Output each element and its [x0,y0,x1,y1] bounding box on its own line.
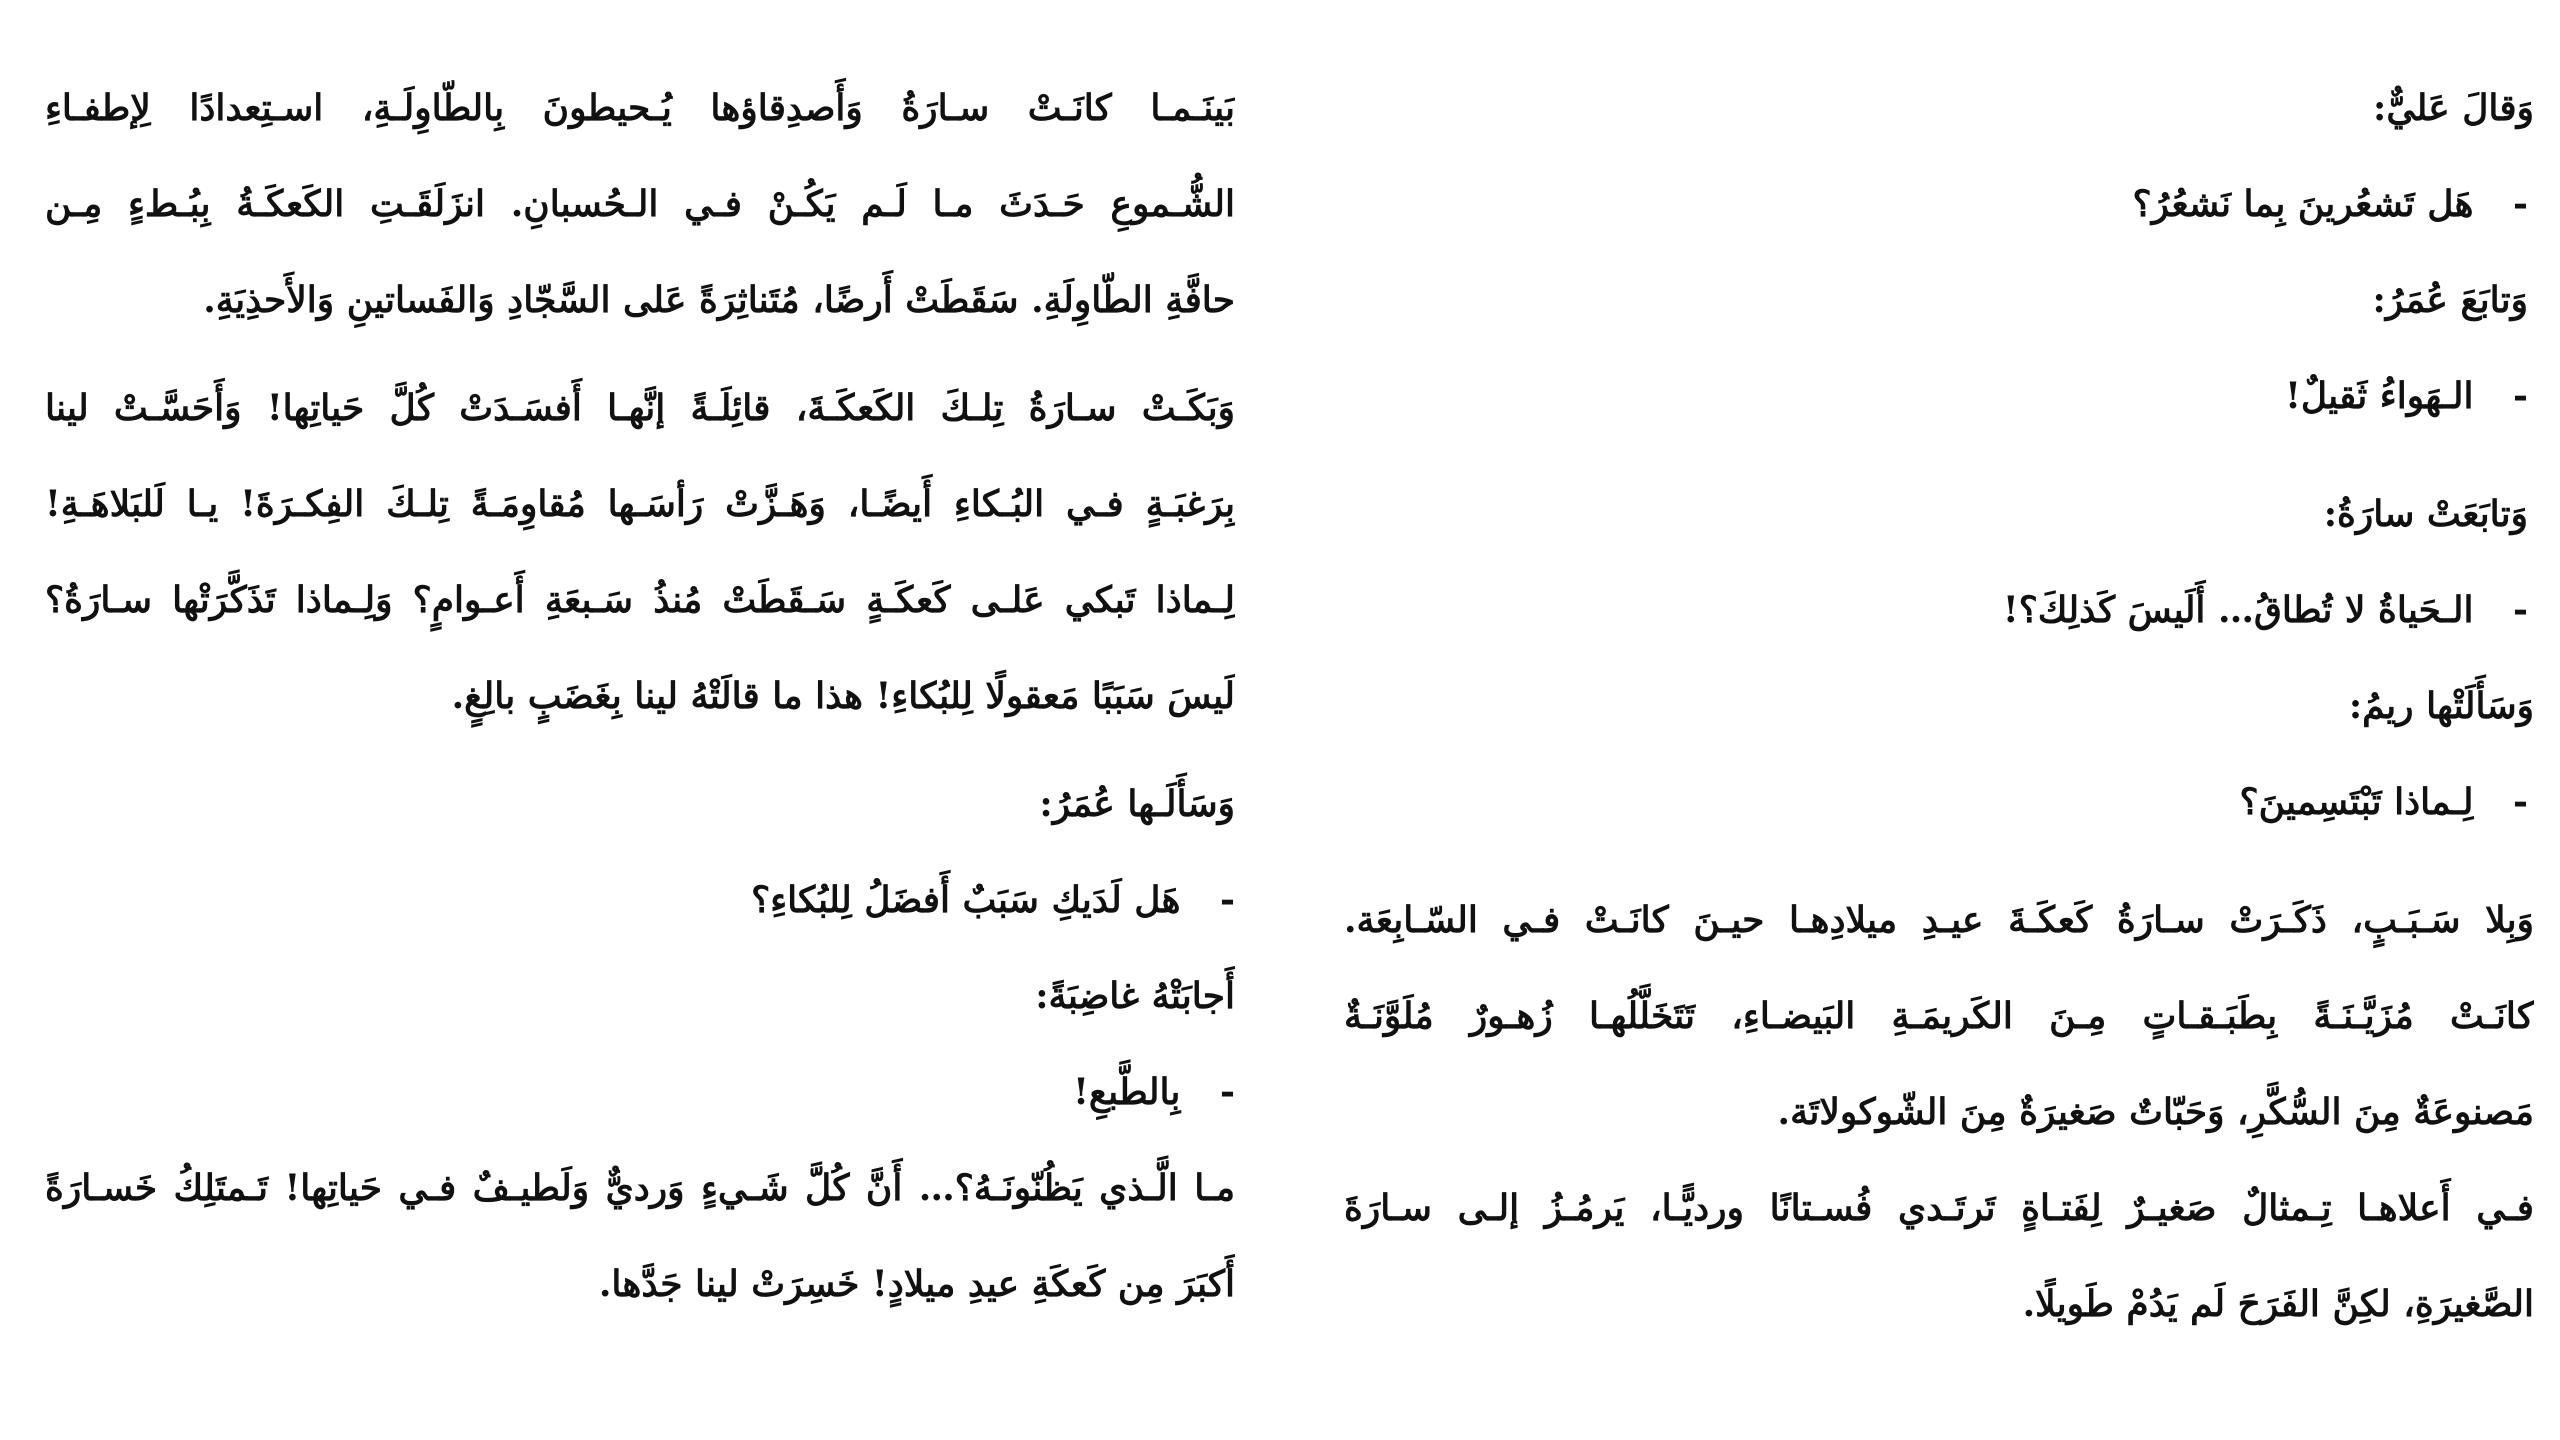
dialogue-text: بِالطَّبعِ! [1073,1071,1181,1113]
paragraph-line: مـا الَّـذي يَظُنّونَـهُ؟… أَنَّ كُلَّ شَـيءٍ وَرديٌّ وَلَطيـفٌ فـي حَياتِها! تَـمتَلِكُ خَسـارَةً [45,1167,1235,1209]
paragraph-line: لَيسَ سَبَبًا مَعقولًا لِلبُكاءِ! هذا ما قالَتْهُ لينا بِغَضَبٍ بالِغٍ. [451,675,1235,717]
paragraph-line: بَينَـمـا كانَـتْ سـارَةُ وَأَصدِقاؤها يُـحيطونَ بِالطّاوِلَـةِ، اسـتِعدادًا لِإطفـاءِ [45,87,1235,129]
dialogue-line [1344,156,2534,252]
dialogue-dash: - [1220,879,1235,921]
dialogue-text: الـهَواءُ ثَقيلٌ! [2285,375,2474,417]
paragraph-line: لِـماذا تَبكي عَلـى كَعكَـةٍ سَـقَطَتْ مُنذُ سَـبعَةِ أَعـوامٍ؟ وَلِـماذا تَذَكَّرَتْها سـارَةُ؟ [45,579,1235,621]
narration-line: وَسَأَلَتْها ريمُ: [2348,685,2534,727]
paragraph-line: أَكبَرَ مِن كَعكَةِ عيدِ ميلادٍ! خَسِرَتْ لينا جَدَّها. [598,1263,1235,1305]
narration-line: وَتابَعَ عُمَرُ: [2372,279,2528,321]
paragraph-line: مَصنوعَةٌ مِنَ السُّكَّرِ، وَحَبّاتٌ صَغيرَةٌ مِنَ الشّوكولاتَة. [1777,1091,2534,1133]
dialogue-line [1344,348,2534,444]
dialogue-line [45,1044,1235,1140]
paragraph-line: الشُّـموعِ حَـدَثَ مـا لَـم يَكُـنْ فـي الـحُسبانِ. انزَلَقَـتِ الكَعكَـةُ بِبُـطءٍ مِـن [45,183,1235,225]
dialogue-dash: - [2513,183,2528,225]
narration-line: وَتابَعَتْ سارَةُ: [2323,493,2528,535]
dialogue-dash: - [1220,1071,1235,1113]
paragraph-line: الصَّغيرَةِ، لكِنَّ الفَرَحَ لَم يَدُمْ طَويلًا. [2022,1283,2534,1325]
narration-line: أَجابَتْهُ غاضِبَةً: [1035,975,1235,1017]
paragraph-line: وَبَكَـتْ سـارَةُ تِلـكَ الكَعكَـةَ، قائِلَـةً إنَّهـا أَفسَـدَتْ كُلَّ حَياتِها! وَأَحَسَّـتْ لينا [45,387,1235,429]
dialogue-dash: - [2513,375,2528,417]
dialogue-text: الـحَياةُ لا تُطاقُ… أَلَيسَ كَذلِكَ؟! [2002,589,2474,631]
right-page [1344,60,2534,1352]
narration-line: وَسَأَلَـها عُمَرُ: [1039,783,1235,825]
dialogue-text: لِـماذا تَبْتَسِمينَ؟ [2239,781,2474,823]
dialogue-dash: - [2513,589,2528,631]
paragraph-line: وَبِلا سَـبَـبٍ، ذَكَـرَتْ سـارَةُ كَعكَـةَ عيـدِ ميلادِهـا حيـنَ كانَـتْ فـي السّـابِعَة. [1344,899,2534,941]
paragraph-line: بِرَغبَـةٍ فـي البُـكاءِ أَيضًـا، وَهَـزَّتْ رَأسَـها مُقاوِمَـةً تِلـكَ الفِكـرَةَ! يـا لَلبَلاهَـةِ! [45,483,1235,525]
dialogue-line [45,852,1235,948]
dialogue-text: هَل لَدَيكِ سَبَبٌ أَفضَلُ لِلبُكاءِ؟ [751,879,1181,921]
paragraph-line: فـي أَعلاهـا تِـمثالٌ صَغيـرٌ لِفَتـاةٍ تَرتَـدي فُسـتانًا ورديًّـا، يَرمُـزُ إلـى سـارَةَ [1344,1187,2534,1229]
paragraph-line: حافَّةِ الطّاوِلَةِ. سَقَطَتْ أَرضًا، مُتَناثِرَةً عَلى السَّجّادِ وَالفَساتينِ وَالأَحذِيَةِ. [203,279,1235,321]
dialogue-text: هَل تَشعُرينَ بِما نَشعُرُ؟ [2132,183,2474,225]
narration-line: وَقالَ عَليٌّ: [2373,87,2534,129]
paragraph-line: كانَـتْ مُزَيَّـنَـةً بِطَبَـقـاتٍ مِـنَ الكَريمَـةِ البَيضـاءِ، تَتَخَلَّلُهـا زُهـورٌ مُلَوَّنَـةٌ [1344,995,2534,1037]
dialogue-dash: - [2513,781,2528,823]
left-page [45,60,1235,1332]
dialogue-line [1344,754,2534,850]
dialogue-line [1344,562,2534,658]
